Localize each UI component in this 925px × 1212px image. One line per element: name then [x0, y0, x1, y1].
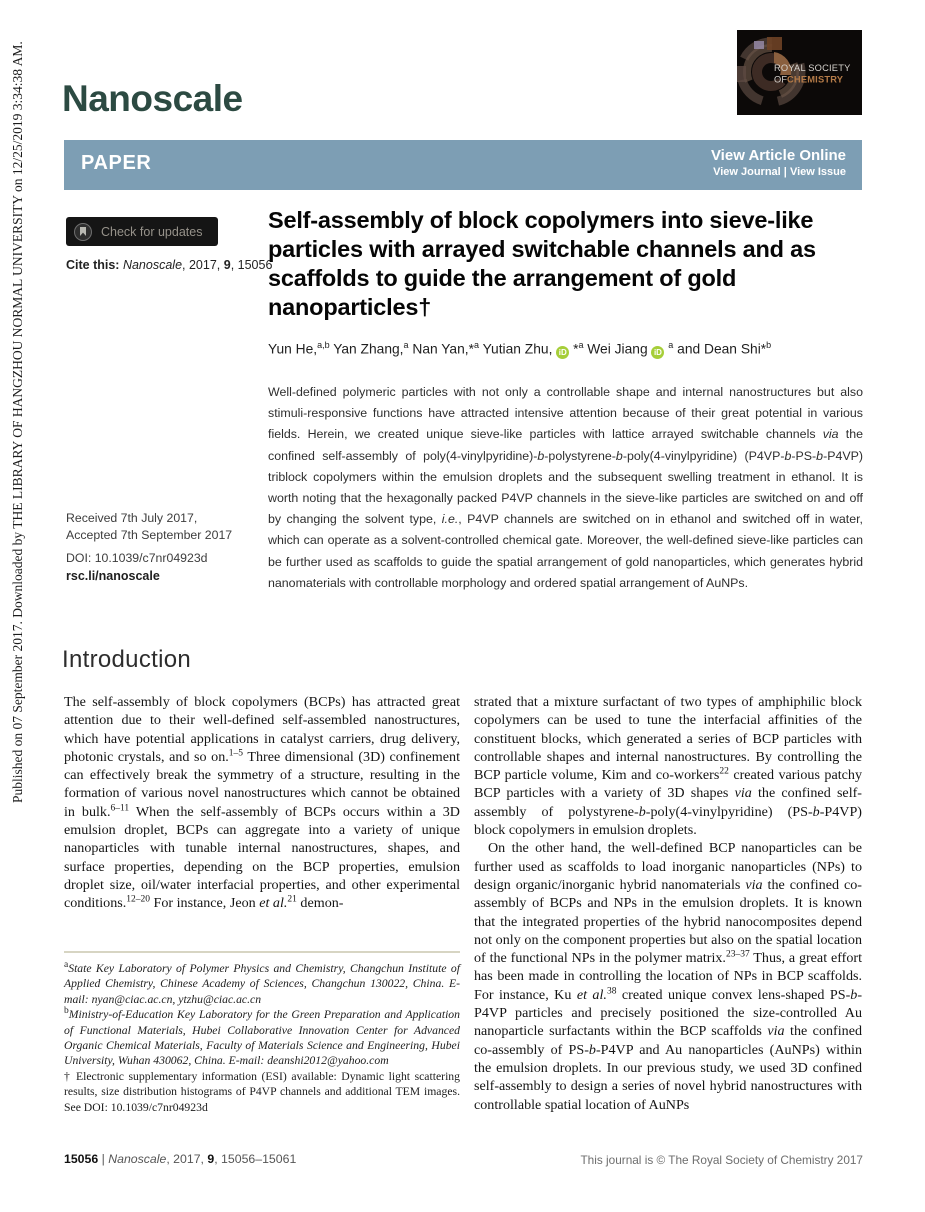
paper-type-banner: [64, 140, 862, 190]
footer-page-citation: 15056 | Nanoscale, 2017, 9, 15056–15061: [64, 1152, 297, 1166]
affiliation-b: $^b$Ministry-of-Education Key Laboratory for the Green Preparation and Application of Functional Materials, Hubei Collaborative Innovation Center for Advanced Organic Chemical Materials, Faculty of Materials Science and Engineering, Hubei University, Wuhan 430062, China. E-mail: deanshi2012@yahoo.com: [64, 1006, 460, 1068]
logo-text-line1: ROYAL SOCIETY: [774, 63, 851, 73]
orcid-icon[interactable]: iD: [651, 346, 664, 359]
esi-footnote: † Electronic supplementary information (ESI) available: Dynamic light scattering results, size distribution histograms of P4VP channels and additional TEM images. See DOI: 10.1039/c7nr04923d: [64, 1069, 460, 1114]
affiliation-a: $^a$State Key Laboratory of Polymer Physics and Chemistry, Changchun Institute of Applied Chemistry, Chinese Academy of Sciences, Changchun 130022, China. E-mail: nyan@ciac.ac.cn, ytzhu@ciac.ac.cn: [64, 960, 460, 1006]
rsc-li-link[interactable]: rsc.li/nanoscale: [66, 569, 160, 583]
view-journal-link[interactable]: View Journal: [713, 166, 781, 178]
footnotes-block: [64, 961, 460, 1115]
author-list: Yun He,$^{a,b}$ Yan Zhang,$^a$ Nan Yan,*$^a$ Yutian Zhu, iD *$^a$ Wei Jiang iD $^a$ and Dean Shi*$^b$: [268, 340, 772, 357]
section-heading-introduction: Introduction: [62, 646, 192, 673]
body-column-right: [474, 693, 862, 1114]
paper-type-label: PAPER: [81, 152, 152, 174]
orcid-icon[interactable]: iD: [556, 346, 569, 359]
received-accepted-block: [66, 510, 232, 567]
footnote-divider: [64, 951, 460, 953]
check-for-updates-button[interactable]: [66, 217, 218, 246]
body-column-left: [64, 693, 460, 913]
view-journal-issue-links: [711, 166, 846, 178]
abstract-text: Well-defined polymeric particles with not only a controllable shape and internal nanostructures but also stimuli-responsive functions have attracted intensive attention because of their great potential in various fields. Herein, we created unique sieve-like particles with lattice arrayed switchable channels via the confined self-assembly of poly(4-vinylpyridine)-b-polystyrene-b-poly(4-vinylpyridine) (P4VP-b-PS-b-P4VP) triblock copolymers within the emulsion droplets and the subsequent swelling treatment in ethanol. It is worth noting that the hexagonally packed P4VP channels in the sieve-like particles are switched on and off by changing the solvent type, i.e., P4VP channels are switched on in ethanol and switched off in water, which can operate as a solvent-controlled chemical gate. Moreover, the well-defined sieve-like particles can be further used as scaffolds to guide the spatial arrangement of gold nanoparticles, which generates hybrid nanomaterials with controllable morphology and ordered spatial arrangement of AuNPs.: [268, 385, 863, 590]
accepted-date: Accepted 7th September 2017: [66, 527, 233, 542]
cite-this-line: Cite this: Nanoscale, 2017, 9, 15056: [66, 258, 273, 272]
links-separator: |: [780, 166, 790, 178]
check-for-updates-label: Check for updates: [101, 224, 203, 239]
library-download-stamp: Published on 07 September 2017. Downloaded by THE LIBRARY OF HANGZHOU NORMAL UNIVERSITY on 12/25/2019 3:34:38 AM.: [10, 41, 25, 803]
footer-copyright: This journal is © The Royal Society of Chemistry 2017: [580, 1153, 863, 1167]
doi-line: DOI: 10.1039/c7nr04923d: [66, 551, 208, 565]
view-article-online-link[interactable]: View Article Online: [710, 147, 846, 164]
crossmark-icon: [74, 223, 92, 241]
view-issue-link[interactable]: View Issue: [789, 166, 846, 178]
rsc-logo: [737, 30, 862, 115]
article-title: Self-assembly of block copolymers into sieve-like particles with arrayed switchable channels and as scaffolds to guide the arrangement of gold nanoparticles†: [268, 207, 816, 320]
logo-text-line2-chemistry: CHEMISTRY: [787, 74, 844, 85]
intro-paragraph-right-2: On the other hand, the well-defined BCP nanoparticles can be further used as scaffolds to load inorganic nanoparticles (NPs) to design organic/inorganic hybrid nanomaterials via the confined co-assembly of BCPs and NPs in the emulsion droplets. It is known that the integrated properties of the hybrid nanocomposites depend not only on the component properties but also on the spatial location of the functional NPs in the polymer matrix.$^{23-37}$ Thus, a great effort has been made in controlling the location of NPs in BCP scaffolds. For instance, Ku et al.$^{38}$ created unique convex lens-shaped PS-b-P4VP particles and precisely positioned the size-controlled Au nanoparticle surfactants within the BCP scaffolds via the confined co-assembly of PS-b-P4VP and Au nanoparticles (AuNPs) within the emulsion droplets. In our previous study, we used 3D confined self-assembly to design a series of novel hybrid nanostructures with controllable spatial location of AuNPs: [474, 840, 863, 1113]
logo-text-line2-of: OF: [774, 74, 788, 85]
journal-title: Nanoscale: [62, 78, 243, 119]
intro-paragraph-right-1: strated that a mixture surfactant of two types of amphiphilic block copolymers can be used to tune the interfacial affinities of the constituent blocks, which generated a series of BCP particles with controllable shapes and internal nanostructures. By controlling the BCP particle volume, Kim and co-workers$^{22}$ created various patchy BCP particles with a variety of 3D shapes via the confined self-assembly of polystyrene-b-poly(4-vinylpyridine) (PS-b-P4VP) block copolymers in emulsion droplets.: [474, 694, 862, 839]
received-date: Received 7th July 2017,: [66, 511, 198, 525]
banner-links: [711, 147, 846, 178]
intro-paragraph-left: The self-assembly of block copolymers (BCPs) has attracted great attention due to their well-defined self-assembled nanostructures, which have potential applications in catalyst carriers, drug delivery, photonic crystals, and so on.$^{1-5}$ Three dimensional (3D) confinement can effectively break the symmetry of a structure, resulting in the formation of various novel nanostructures which cannot be obtained in bulk.$^{6-11}$ When the self-assembly of BCPs occurs within a 3D emulsion droplet, BCPs can aggregate into a variety of unique nanoparticles with tunable internal nanostructures, shapes, and surface properties, depending on the BCP properties, emulsion droplet size, oil/water interfacial properties, and other experimental conditions.$^{12-20}$ For instance, Jeon et al.$^{21}$ demon-: [64, 694, 460, 912]
